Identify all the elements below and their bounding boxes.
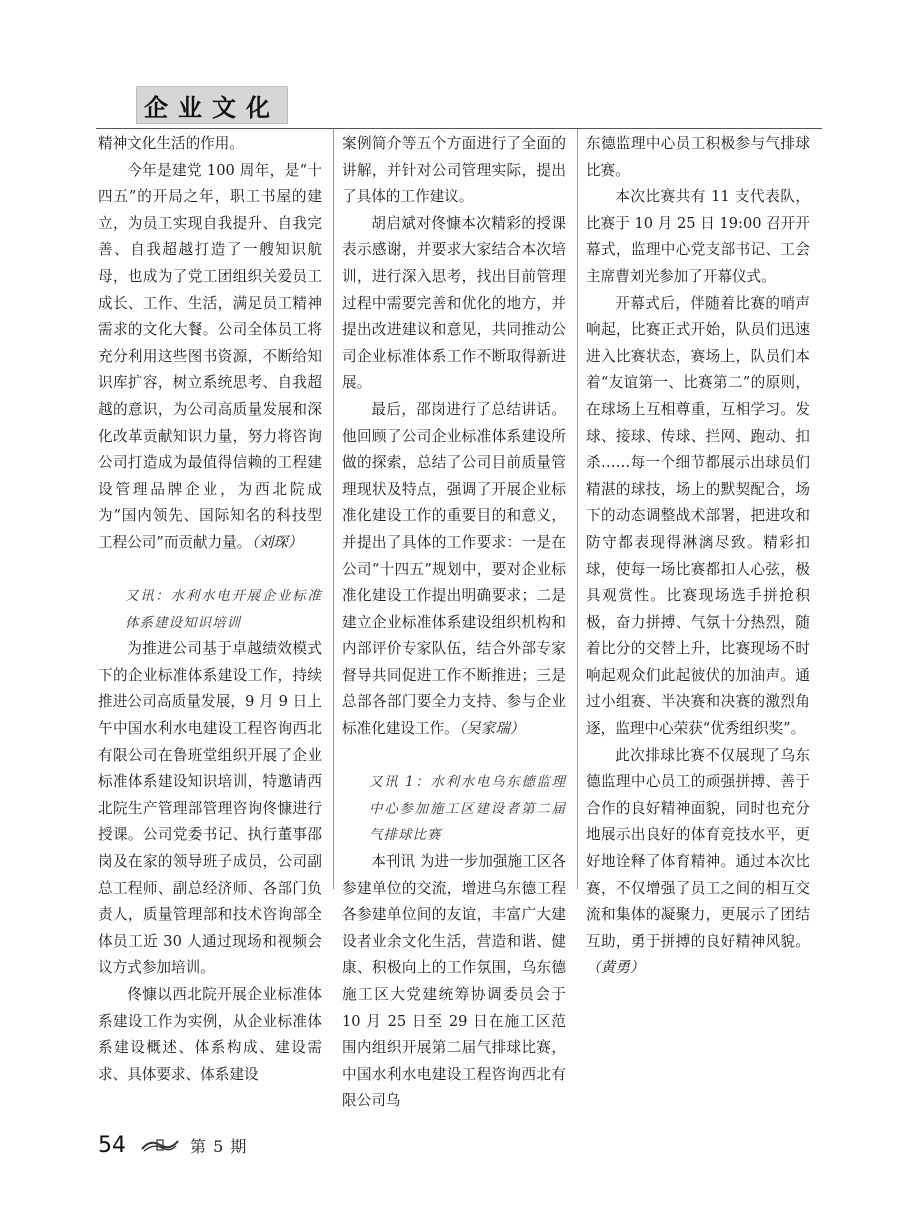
paragraph	[342, 397, 566, 743]
byline: （吴家瑞）	[458, 720, 525, 738]
paragraph: 开幕式后，伴随着比赛的哨声响起，比赛正式开始，队员们迅速进入比赛状态，赛场上，队员们本着“友谊第一、比赛第二”的原则，在球场上互相尊重，互相学习。发球、接球、传球、拦网、跑动、扣杀……每一个细节都展示出球员们精湛的球技，场上的默契配合，场下的动态调整战术部署，把进攻和防守都表现得淋漓尽致。精彩扣球，使每一场比赛都扣人心弦，极具观赏性。比赛现场选手拼抢积极，奋力拼搏、气氛十分热烈，随着比分的交替上升，比赛现场不时响起观众们此起彼伏的加油声。通过小组赛、半决赛和决赛的激烈角逐，监理中心荣获“优秀组织奖”。	[586, 294, 810, 738]
column-divider	[333, 129, 334, 889]
paragraph: 本次比赛共有 11 支代表队，比赛于 10 月 25 日 19:00 召开开幕式，监理中心党支部书记、工会主席曹刘光参加了开幕仪式。	[586, 188, 810, 285]
paragraph: 案例简介等五个方面进行了全面的讲解，并针对公司管理实际，提出了具体的工作建议。	[342, 135, 566, 206]
paragraph: 佟慷以西北院开展企业标准体系建设工作为实例，从企业标准体系建设概述、体系构成、建设需求、具体要求、体系建设	[98, 986, 322, 1083]
paragraph	[586, 743, 810, 982]
header-rule	[96, 128, 822, 129]
paragraph-text: 此次排球比赛不仅展现了乌东德监理中心员工的顽强拼搏、善于合作的良好精神面貌，同时也充分地展示出良好的体育竞技水平，更好地诠释了体育精神。通过本次比赛，不仅增强了员工之间的相互交流和集体的凝聚力，更展示了团结互助，勇于拼搏的良好精神风貌。	[586, 746, 810, 950]
paragraph	[98, 158, 322, 557]
news-headline: 又讯：水利水电开展企业标准体系建设知识培训	[125, 588, 322, 631]
column-divider	[577, 129, 578, 889]
paragraph-text: 最后，邵岗进行了总结讲话。他回顾了公司企业标准体系建设所做的探索，总结了公司目前质量管理现状及特点，强调了开展企业标准化建设工作的重要目的和意义，并提出了具体的工作要求：一是在公司“十四五”规划中，要对企业标准化建设工作提出明确要求；二是建立企业标准体系建设组织机构和内部评价专家队伍，结合外部专家督导共同促进工作不断推进；三是总部各部门要全力支持、参与企业标准化建设工作。	[342, 400, 566, 738]
column-2	[342, 131, 566, 1115]
publication-logo-icon	[140, 1137, 180, 1153]
issue-label: 第 5 期	[190, 1136, 248, 1156]
paragraph: 东德监理中心员工积极参与气排球比赛。	[586, 135, 810, 179]
paragraph: 本刊讯 为进一步加强施工区各参建单位的交流，增进乌东德工程各参建单位间的友谊，丰富广大建设者业余文化生活，营造和谐、健康、积极向上的工作氛围，乌东德施工区大党建统筹协调委员会于 10 月 25 日至 29 日在施工区范围内组织开展第二届气排球比赛，中国水利水电建设工程咨询西北有限公司乌	[342, 853, 566, 1110]
byline: （黄勇）	[586, 959, 645, 977]
section-title: 企业文化	[136, 86, 288, 124]
page-number: 54	[98, 1132, 126, 1158]
paragraph-text: 今年是建党 100 周年，是“十四五”的开局之年，职工书屋的建立，为员工实现自我提升、自我完善、自我超越打造了一艘知识航母，也成为了党工团组织关爱员工成长、工作、生活，满足员工精神需求的文化大餐。公司全体员工将充分利用这些图书资源，不断给知识库扩容，树立系统思考、自我超越的意识，为公司高质量发展和深化改革贡献知识力量，努力将咨询公司打造成为最值得信赖的工程建设管理品牌企业，为西北院成为“国内领先、国际知名的科技型工程公司”而贡献力量。	[98, 161, 322, 551]
byline: （刘琛）	[251, 533, 303, 551]
news-headline: 又讯 1：水利水电乌东德监理中心参加施工区建设者第二届气排球比赛	[369, 774, 566, 844]
paragraph: 为推进公司基于卓越绩效模式下的企业标准体系建设工作，持续推进公司高质量发展，9 月 9 日上午中国水利水电建设工程咨询西北有限公司在鲁班堂组织开展了企业标准体系建设知识培训，特邀请西北院生产管理部管理咨询佟慷进行授课。公司党委书记、执行董事邵岗及在家的领导班子成员，公司副总工程师、副总经济师、各部门负责人，质量管理部和技术咨询部全体员工近 30 人通过现场和视频会议方式参加培训。	[98, 640, 322, 977]
column-3	[586, 131, 810, 982]
page-footer	[98, 1128, 247, 1162]
paragraph: 胡启斌对佟慷本次精彩的授课表示感谢，并要求大家结合本次培训，进行深入思考，找出目前管理过程中需要完善和优化的地方，并提出改进建议和意见，共同推动公司企业标准体系工作不断取得新进展。	[342, 214, 566, 392]
paragraph: 精神文化生活的作用。	[98, 135, 244, 152]
column-1	[98, 131, 322, 1088]
